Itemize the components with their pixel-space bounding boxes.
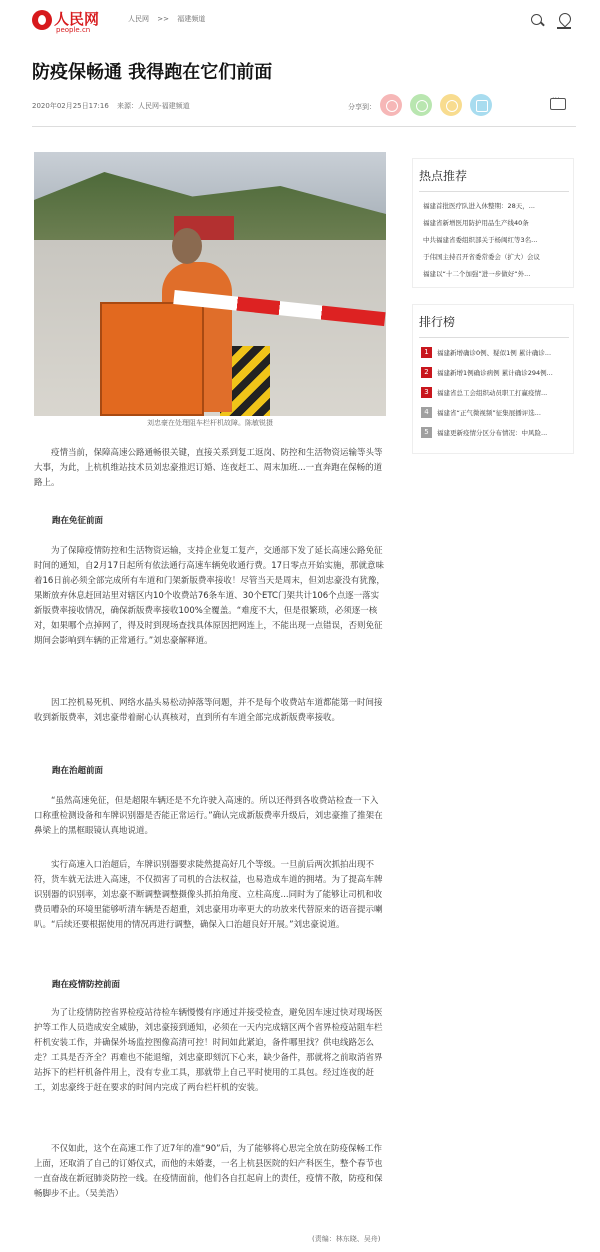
hot-recommend-panel <box>412 158 574 288</box>
article-paragraph: “虽然高速免征，但是超限车辆还是不允许驶入高速的。所以还得到各收费站检查一下入口称重检测设备和车牌识别器是否能正常运行。”确认完成新版费率升级后，刘忠豪推了推架在鼻梁上的黑框眼镜认真地说道。 <box>34 796 383 836</box>
article-paragraph: 为了保障疫情防控和生活物资运输，支持企业复工复产，交通部下发了延长高速公路免征时间的通知，自2月17日起所有依法通行高速车辆免收通行费。17日零点开始实施，那就意味着16日前必须全部完成所有车道和门架新版费率接收！尽管当天是周末，但刘忠豪没有犹豫，果断放弃休息赶回站里对辖区内10个收费站76条车道、30个ETC门架共计106个点逐一落实新版费率接收情况，确保新版费率接收100%全覆盖。“难度不大，但是很繁琐，必须逐一核对，如果哪个点掉网了，得及时到现场查找具体原因把网连上，不能出现一点错误，否则免征期间会影响到车辆的正常通行。”刘忠豪解释道。 <box>34 546 385 646</box>
rank-number: 3 <box>421 387 432 398</box>
hot-item[interactable]: 于伟国主持召开省委常委会（扩大）会议 <box>423 253 540 261</box>
rank-text[interactable]: 福建省总工会组织动员职工打赢疫情... <box>437 389 548 397</box>
share-wechat-icon[interactable] <box>410 94 432 116</box>
article-paragraph: 疫情当前，保障高速公路通畅很关键，直接关系到复工返岗、防控和生活物资运输等头等大事，为此，上杭机维站技术员刘忠豪推迟订婚、连夜赶工、周末加班...一直奔跑在保畅的道路上。 <box>34 448 383 488</box>
breadcrumb-separator: >> <box>157 15 169 23</box>
share-copy-icon[interactable] <box>470 94 492 116</box>
article-date: 2020年02月25日17:16 <box>32 102 109 110</box>
share-favorite-icon[interactable] <box>440 94 462 116</box>
divider <box>32 126 576 127</box>
rank-number: 2 <box>421 367 432 378</box>
rank-text[interactable]: 福建新增确诊0例、疑似1例 累计确诊... <box>437 349 552 357</box>
rank-item[interactable] <box>421 347 571 359</box>
people-logo[interactable] <box>32 8 102 36</box>
ranking-panel <box>412 304 574 454</box>
logo-mark-icon <box>32 10 52 30</box>
article-paragraph: 为了让疫情防控省界检疫站待检车辆慢慢有序通过并接受检查，避免因车速过快对现场医护等工作人员造成安全威胁，刘忠豪接到通知，必须在一天内完成辖区两个省界检疫站阻车栏杆机安装工作，并确保外场监控图像高清可控！时间如此紧迫，备件哪里找？供电线路怎么走？工具是否齐全？再难也不能退缩，刘忠豪即刻沉下心来，缺少备件，那就将之前取消省界站拆下的栏杆机备件用上，没有专业工具，那就带上自己平时使用的工具包。经过连夜的赶工，刘忠豪终于赶在要求的时间内完成了两台栏杆机的安装。 <box>34 1008 383 1093</box>
share-label: 分享到： <box>348 103 376 111</box>
divider <box>419 191 569 192</box>
rank-number: 1 <box>421 347 432 358</box>
article-paragraph: 因工控机易死机、网络水晶头易松动掉落等问题，并不是每个收费站车道都能第一时间接收到新版费率，刘忠豪带着耐心认真核对，直到所有车道全部完成新版费率接收。 <box>34 698 383 723</box>
editor-credit: (责编：林东晓、吴舟) <box>312 1235 381 1243</box>
article-paragraph: 实行高速入口治超后，车牌识别器要求陡然提高好几个等级。一旦前后两次抓拍出现不符，货车就无法进入高速，不仅损害了司机的合法权益，也易造成车道的拥堵。为了提高车牌识别器的识别率，刘忠豪不断调整调整摄像头抓拍角度、立柱高度...同时为了能够让司机和收费员嘈杂的环境里能够听清车辆是否超重，刘忠豪用功率更大的功放来代替原来的语音提示喇叭。“后续还要根据使用的情况再进行调整，确保入口治超良好开展。”刘忠豪说道。 <box>34 860 383 930</box>
rank-text[interactable]: 福建省“正气微视频”征集展播评选... <box>437 409 541 417</box>
article-photo <box>34 152 386 416</box>
breadcrumb <box>128 14 211 24</box>
logo-text: 人民网 <box>54 10 100 28</box>
comment-icon[interactable] <box>550 98 566 110</box>
breadcrumb-channel[interactable]: 福建频道 <box>177 15 206 23</box>
rank-text[interactable]: 福建新增1例确诊病例 累计确诊294例... <box>437 369 553 377</box>
rank-item[interactable] <box>421 367 571 379</box>
share-weibo-icon[interactable] <box>380 94 402 116</box>
rank-item[interactable] <box>421 427 571 439</box>
article-meta <box>32 101 196 111</box>
rank-number: 5 <box>421 427 432 438</box>
site-header <box>0 0 600 44</box>
rank-title: 排行榜 <box>419 315 456 329</box>
article-title: 防疫保畅通 我得跑在它们前面 <box>32 62 273 83</box>
article-subheading: 跑在免征前面 <box>52 516 104 526</box>
hot-item[interactable]: 中共福建省委组织部关于杨闽红等3名... <box>423 236 538 244</box>
divider <box>419 337 569 338</box>
search-icon[interactable] <box>530 13 546 29</box>
breadcrumb-home[interactable]: 人民网 <box>128 15 149 23</box>
logo-domain: people.cn <box>56 26 91 34</box>
rank-number: 4 <box>421 407 432 418</box>
article-subheading: 跑在治超前面 <box>52 766 104 776</box>
article-subheading: 跑在疫情防控前面 <box>52 980 121 990</box>
rank-item[interactable] <box>421 407 571 419</box>
article-source[interactable]: 来源：人民网-福建频道 <box>117 102 190 110</box>
hot-item[interactable]: 福建首批医疗队进入休整期：28天，... <box>423 202 535 210</box>
rank-item[interactable] <box>421 387 571 399</box>
rank-text[interactable]: 福建更新疫情分区分布情况：中风险... <box>437 429 548 437</box>
hot-title: 热点推荐 <box>419 169 468 183</box>
photo-caption: 刘忠豪在处理阻车栏杆机故障。陈敏锐摄 <box>147 419 273 427</box>
article-paragraph: 不仅如此，这个在高速工作了近7年的准“90”后，为了能够将心思完全放在防疫保畅工作上面，还取消了自己的订婚仪式，而他的未婚妻，一名上杭县医院的妇产科医生，整个春节也一直奋战在新冠肺炎防控一线。在疫情面前，他们各自扛起肩上的责任，疫情不散，防疫和保畅脚步不止。（吴美浩） <box>34 1144 383 1199</box>
hot-item[interactable]: 福建省新增医用防护用品生产线40条 <box>423 219 529 227</box>
location-icon[interactable] <box>556 13 572 29</box>
hot-item[interactable]: 福建以“十二个加强”进一步做好“外... <box>423 270 531 278</box>
